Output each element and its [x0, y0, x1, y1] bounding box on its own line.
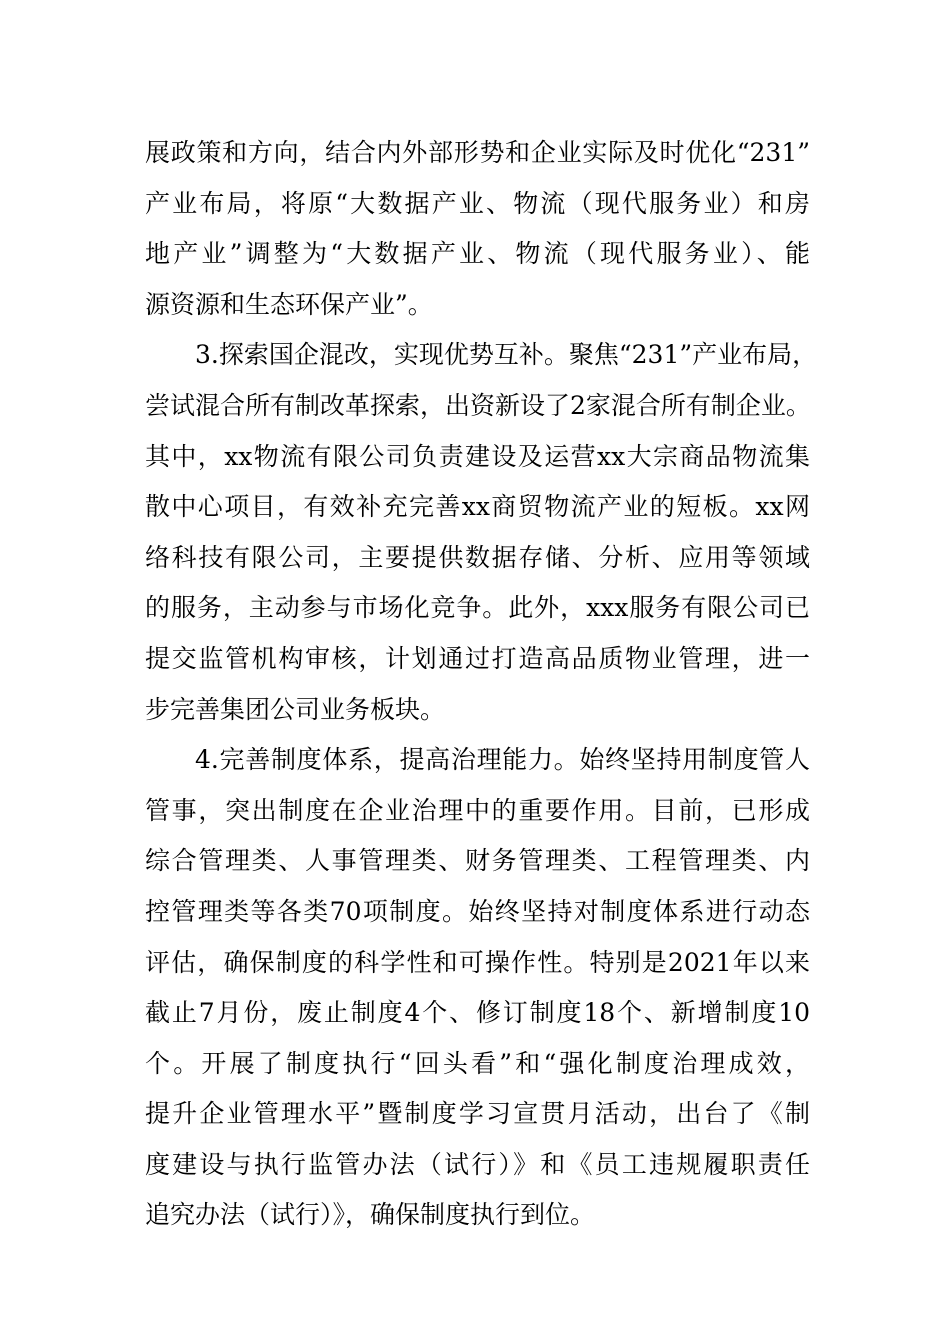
text-line: 控管理类等各类70项制度。始终坚持对制度体系进行动态 [145, 896, 810, 926]
text-line: 尝试混合所有制改革探索，出资新设了2家混合所有制企业。 [145, 390, 811, 420]
text-line: 络科技有限公司，主要提供数据存储、分析、应用等领域 [145, 542, 810, 572]
document-body [145, 128, 818, 1241]
text-line: 4.完善制度体系，提高治理能力。始终坚持用制度管人 [195, 745, 810, 775]
text-line: 提交监管机构审核，计划通过打造高品质物业管理，进一 [145, 643, 810, 673]
paragraph-policy-adjustment [145, 128, 810, 330]
text-line: 地产业”调整为“大数据产业、物流（现代服务业）、能 [145, 239, 810, 269]
text-line: 其中，xx物流有限公司负责建设及运营xx大宗商品物流集 [145, 441, 810, 471]
text-line: 追究办法（试行）》，确保制度执行到位。 [145, 1200, 596, 1230]
text-line: 展政策和方向，结合内外部形势和企业实际及时优化“231” [145, 138, 810, 167]
text-line: 评估，确保制度的科学性和可操作性。特别是2021年以来 [145, 947, 810, 977]
text-line: 3.探索国企混改，实现优势互补。聚焦“231”产业布局， [195, 340, 818, 370]
text-line: 提升企业管理水平”暨制度学习宣贯月活动，出台了《制 [145, 1099, 810, 1129]
text-line: 管事，突出制度在企业治理中的重要作用。目前，已形成 [145, 795, 810, 825]
paragraph-mixed-ownership-reform [145, 330, 818, 735]
text-line: 步完善集团公司业务板块。 [145, 694, 446, 724]
text-line: 截止7月份，废止制度4个、修订制度18个、新增制度10 [145, 998, 810, 1028]
text-line: 综合管理类、人事管理类、财务管理类、工程管理类、内 [145, 846, 810, 876]
text-line: 度建设与执行监管办法（试行）》和《员工违规履职责任 [145, 1149, 810, 1179]
text-line: 个。开展了制度执行“回头看”和“强化制度治理成效， [145, 1048, 810, 1078]
paragraph-institutional-system [145, 735, 810, 1241]
text-line: 产业布局，将原“大数据产业、物流（现代服务业）和房 [145, 188, 810, 218]
text-line: 源资源和生态环保产业”。 [145, 289, 433, 319]
text-line: 散中心项目，有效补充完善xx商贸物流产业的短板。xx网 [145, 492, 810, 522]
text-line: 的服务，主动参与市场化竞争。此外，xxx服务有限公司已 [145, 593, 810, 623]
